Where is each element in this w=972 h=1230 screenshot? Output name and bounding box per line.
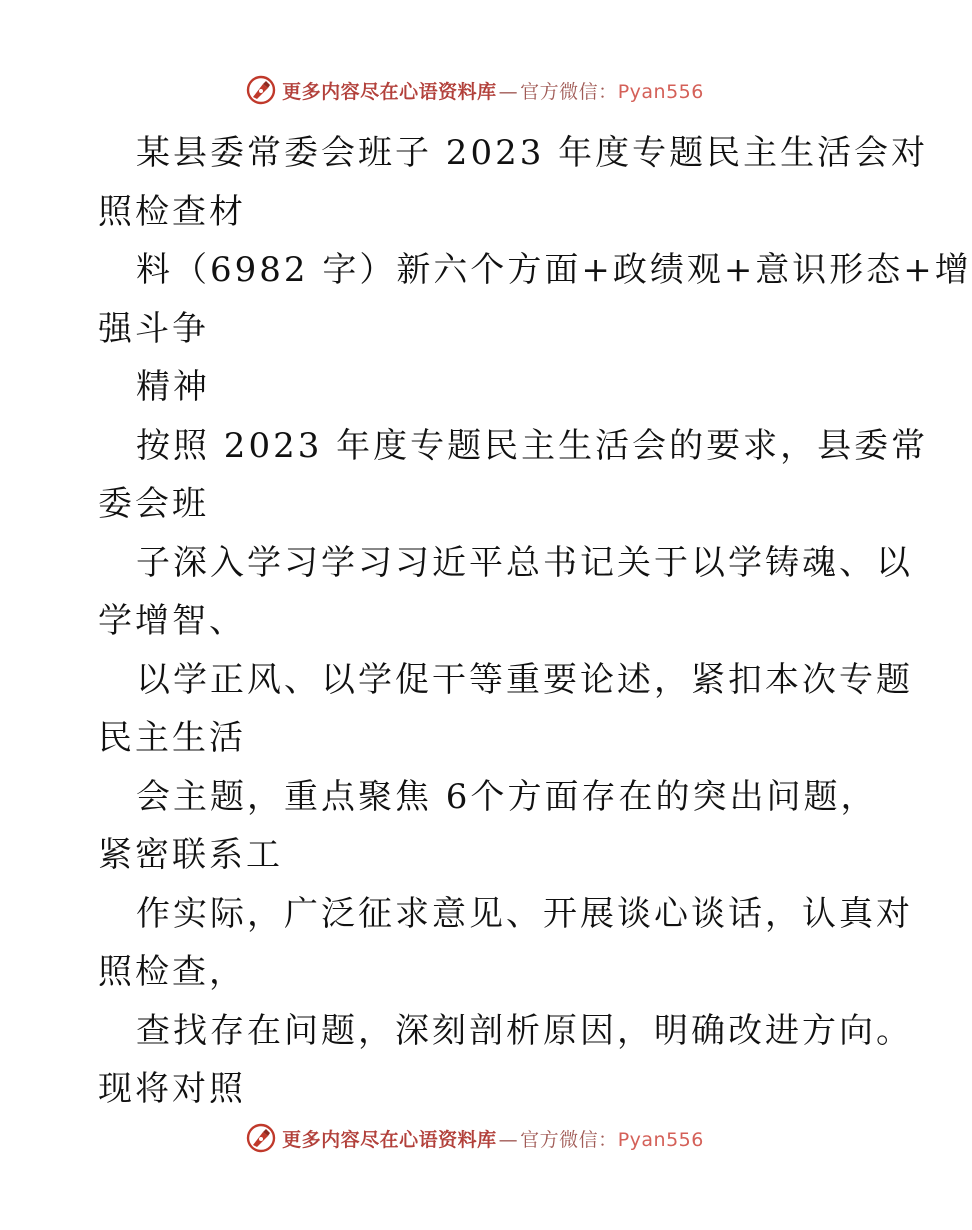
watermark-main-text: 更多内容尽在心语资料库 (282, 1128, 497, 1151)
watermark-footer (0, 1118, 950, 1158)
watermark-official-label: 官方微信： (520, 80, 618, 103)
paragraph-line: 子深入学习学习习近平总书记关于以学铸魂、以 (136, 542, 913, 583)
watermark-text (282, 1125, 704, 1152)
paragraph-line: 委会班 (98, 484, 209, 524)
watermark-official-label: 官方微信： (520, 1128, 618, 1151)
document-title-line-3: 料（6982 字）新六个方面+政绩观+意识形态+增 (136, 250, 972, 290)
watermark-text (282, 77, 704, 104)
paragraph-line: 以学正风、以学促干等重要论述，紧扣本次专题 (136, 659, 913, 700)
watermark-wechat-id: Pyan556 (617, 80, 704, 103)
paragraph-line: 会主题，重点聚焦 6个方面存在的突出问题， (136, 776, 878, 817)
paragraph-line: 作实际，广泛征求意见、开展谈心谈话，认真对 (136, 893, 913, 934)
paragraph-line: 按照 2023 年度专题民主生活会的要求，县委常 (136, 425, 929, 466)
document-body (98, 124, 972, 1119)
watermark-wechat-id: Pyan556 (617, 1128, 704, 1151)
document-title-line-4: 强斗争 (98, 308, 209, 349)
paragraph-line: 照检查， (98, 952, 246, 992)
watermark-dash: — (498, 80, 519, 103)
watermark-main-text: 更多内容尽在心语资料库 (282, 80, 497, 103)
document-title-line-1: 某县委常委会班子 2023 年度专题民主生活会对 (136, 133, 929, 173)
pen-logo-icon (246, 75, 276, 105)
document-title-line-5: 精神 (136, 367, 210, 407)
paragraph-line: 现将对照 (98, 1069, 246, 1109)
paragraph-line: 学增智、 (98, 601, 246, 641)
paragraph-line: 民主生活 (98, 718, 246, 758)
pen-logo-icon (246, 1123, 276, 1153)
watermark-header (0, 70, 950, 110)
paragraph-line: 紧密联系工 (98, 835, 283, 875)
watermark-dash: — (498, 1128, 519, 1151)
document-title-line-2: 照检查材 (98, 191, 246, 232)
paragraph-line: 查找存在问题，深刻剖析原因，明确改进方向。 (136, 1010, 913, 1051)
